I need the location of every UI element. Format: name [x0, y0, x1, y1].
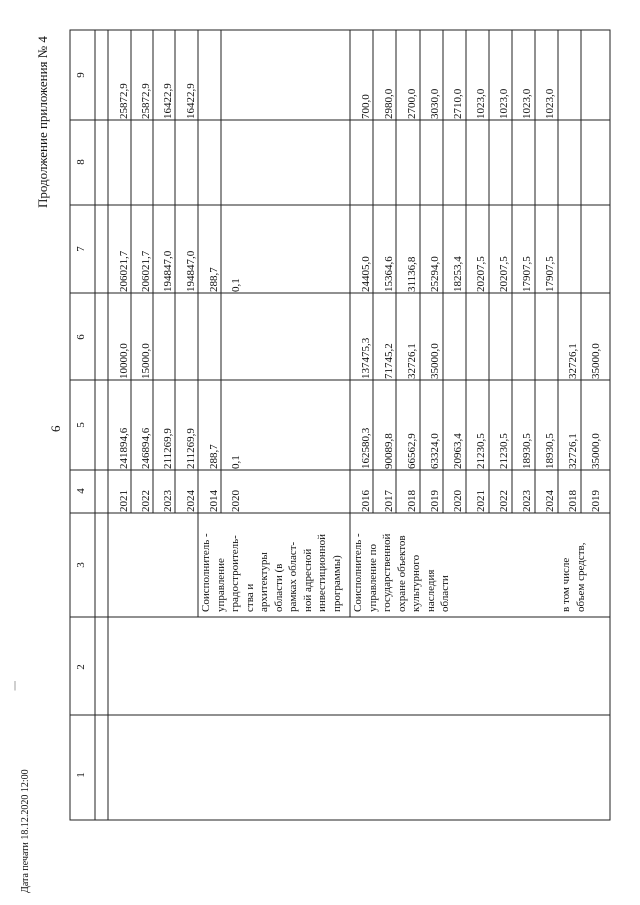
table-cell: 3030,0 [429, 88, 441, 119]
coexecutor-line: управление [214, 558, 227, 612]
table-cell: 32726,1 [406, 343, 418, 379]
column-number: 5 [75, 422, 87, 428]
coexecutor-line: инвестиционной [316, 533, 328, 612]
table-cell: 21230,5 [475, 433, 487, 469]
column-number: 9 [75, 72, 87, 78]
column-number: 3 [75, 562, 87, 568]
table-cell: 17907,5 [521, 256, 533, 292]
table-cell: 35000,0 [590, 433, 602, 469]
table-cell: 2024 [185, 490, 197, 512]
coexecutor-line: ной адресной [301, 548, 314, 612]
table-cell: 2023 [162, 490, 174, 512]
table-cell: 71745,2 [383, 343, 395, 379]
table-cell: 15000,0 [140, 343, 152, 379]
table-cell: 2024 [544, 490, 556, 512]
coexecutor-line: государственной [381, 533, 393, 612]
coexecutor-line: наследия [424, 569, 437, 612]
coexecutor-line: области [439, 575, 451, 612]
column-number: 6 [75, 334, 87, 340]
table-cell: 288,7 [208, 267, 220, 292]
table-cell: 10000,0 [118, 343, 130, 379]
table-cell: 206021,7 [118, 250, 130, 292]
table-cell: 0,1 [230, 278, 242, 292]
table-cell: 2022 [498, 490, 510, 512]
coexecutor-line: управление по [366, 544, 379, 612]
coexecutor-line: ства и [243, 583, 256, 612]
table-cell: 1023,0 [521, 88, 533, 119]
table-cell: 194847,0 [185, 250, 197, 292]
coexecutor-line: архитектуры [258, 552, 270, 612]
table-cell: 211269,9 [185, 428, 197, 469]
table-cell: 1023,0 [498, 88, 510, 119]
table-cell: 32726,1 [567, 433, 579, 469]
table-cell: 24405,0 [360, 256, 372, 292]
table-cell: 35000,0 [429, 343, 441, 379]
table-cell: 211269,9 [162, 428, 174, 469]
table-cell: 1023,0 [544, 88, 556, 119]
table-cell: 162580,3 [360, 427, 372, 469]
table-cell: 2022 [140, 490, 152, 512]
table-cell: 206021,7 [140, 250, 152, 292]
table-cell: 15364,6 [383, 256, 395, 292]
table-cell: 21230,5 [498, 433, 510, 469]
table-cell: 18930,5 [544, 433, 556, 469]
column-number: 8 [75, 159, 87, 165]
coexecutor-line: охране объектов [395, 535, 408, 612]
table-cell: 17907,5 [544, 256, 556, 292]
table-cell: 25294,0 [429, 256, 441, 292]
table-cell: 20207,5 [498, 256, 510, 292]
table-cell: 16422,9 [185, 83, 197, 119]
coexecutor-line: культурного [410, 554, 422, 612]
table-cell: 32726,1 [567, 343, 579, 379]
table-cell: 288,7 [208, 444, 220, 469]
coexecutor-line: рамках област- [287, 541, 299, 612]
coexecutor-line: области (в [272, 563, 285, 612]
table-cell: 2016 [360, 490, 372, 512]
table-cell: 90089,8 [383, 433, 395, 469]
coexecutor-line: Соисполнитель - [200, 533, 212, 612]
table-cell: 2018 [406, 490, 418, 512]
column-number: 2 [75, 664, 87, 670]
column-number: 1 [75, 772, 87, 778]
table-cell: 700,0 [360, 94, 372, 119]
table-cell: 2018 [567, 490, 579, 512]
print-date: Дата печати 18.12.2020 12:00 [20, 769, 31, 893]
header-continuation: Продолжение приложения № 4 [35, 36, 50, 208]
table-cell: 66562,9 [406, 433, 418, 469]
table-cell: 2710,0 [452, 88, 464, 119]
coexecutor-line: градостроитель- [229, 535, 241, 612]
table-cell: 18930,5 [521, 433, 533, 469]
table-cell: 137475,3 [360, 337, 372, 379]
table-cell: 25872,9 [118, 83, 130, 119]
table-cell: 18253,4 [452, 256, 464, 292]
table-cell: 2021 [118, 490, 130, 512]
coexecutor-line: программы) [330, 555, 343, 612]
table-cell: 246894,6 [140, 427, 152, 469]
including-line: объем средств, [574, 542, 587, 612]
table-cell: 20963,4 [452, 433, 464, 469]
column-number: 7 [75, 246, 87, 252]
table-cell: 2014 [208, 490, 220, 512]
table-cell: 25872,9 [140, 83, 152, 119]
table-cell: 1023,0 [475, 88, 487, 119]
table-cell: 241894,6 [118, 427, 130, 469]
margin-tick: | [14, 680, 17, 691]
table-cell: 31136,8 [406, 256, 418, 292]
coexecutor-line: Соисполнитель - [352, 533, 364, 612]
table-cell: 2019 [590, 490, 602, 512]
table-cell: 20207,5 [475, 256, 487, 292]
table-cell: 2700,0 [406, 88, 418, 119]
table-cell: 0,1 [230, 455, 242, 469]
table-cell: 2980,0 [383, 88, 395, 119]
table-cell: 2017 [383, 490, 395, 512]
table-cell: 16422,9 [162, 83, 174, 119]
table-cell: 2020 [452, 490, 464, 512]
including-line: в том числе [560, 557, 572, 612]
page-number: 6 [48, 425, 63, 432]
table-cell: 2019 [429, 490, 441, 512]
column-number: 4 [75, 488, 87, 494]
table-cell: 194847,0 [162, 250, 174, 292]
table-cell: 2023 [521, 490, 533, 512]
table-cell: 63324,0 [429, 433, 441, 469]
table-cell: 2020 [230, 490, 242, 512]
table-cell: 35000,0 [590, 343, 602, 379]
table-cell: 2021 [475, 490, 487, 512]
